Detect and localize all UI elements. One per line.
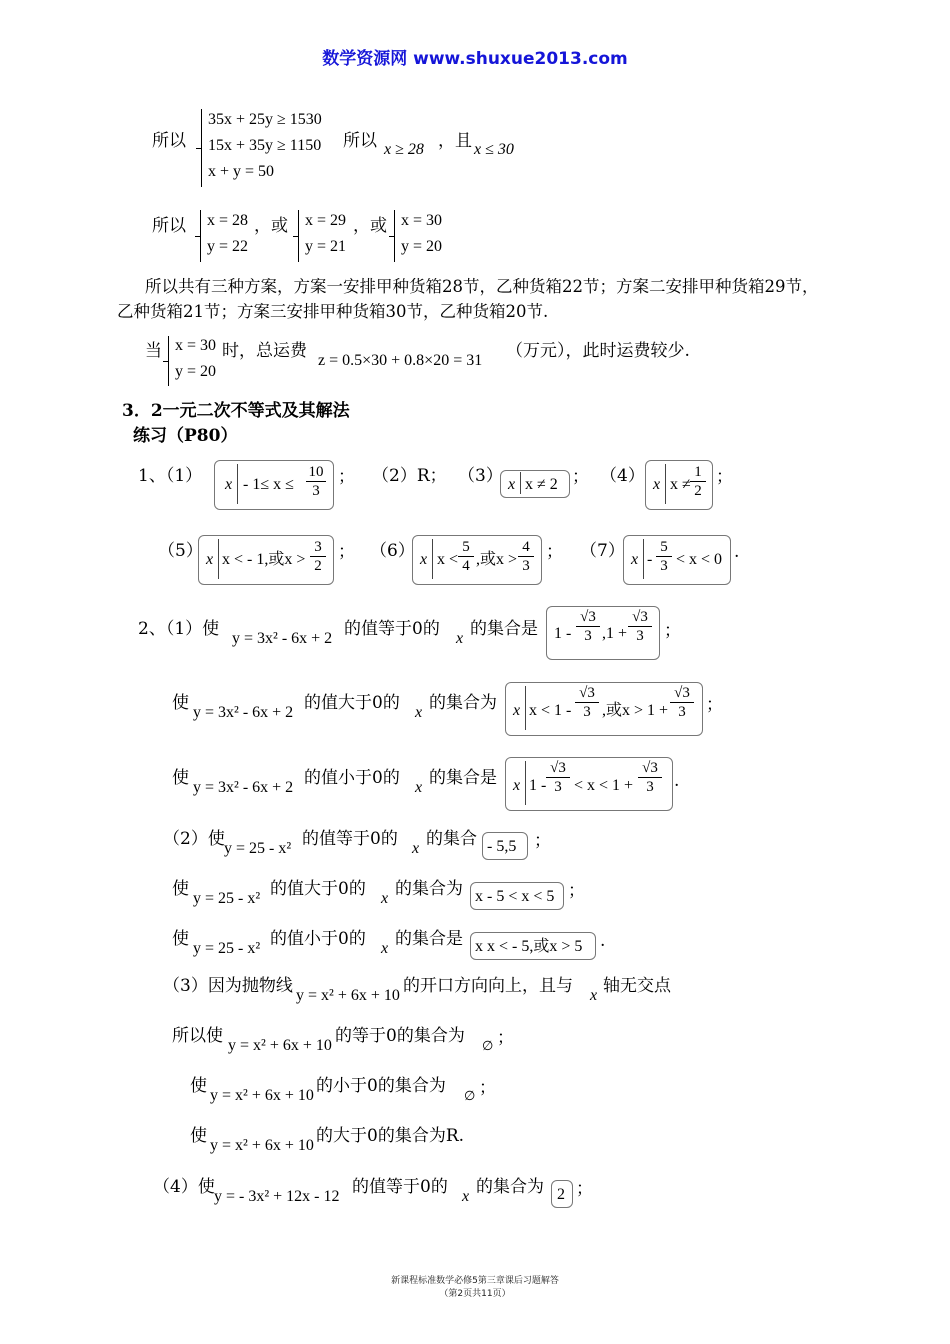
one-plus: ,1 +: [602, 625, 628, 642]
function-2: y = 25 - x²: [224, 840, 292, 857]
inequality-system: [201, 109, 322, 187]
empty-set-icon: ∅: [482, 1038, 494, 1053]
section-title: 3．2一元二次不等式及其解法: [122, 401, 350, 421]
set-bar: [237, 464, 238, 504]
fraction: $\frac{5}{3}$: [656, 538, 672, 575]
result-1: x ≥ 28: [384, 141, 424, 158]
eq-text: 的值等于0的: [352, 1177, 448, 1197]
fraction: $\frac{10}{3}$: [306, 463, 326, 500]
set-cond: < x < 0: [676, 551, 723, 568]
sol2-x: x = 29: [305, 212, 347, 229]
solution-2: [298, 210, 347, 262]
q2-2-label: （2）使: [163, 829, 225, 849]
semicolon: ；: [664, 621, 681, 641]
use-text: 使: [190, 1126, 207, 1146]
period: .: [600, 931, 606, 951]
q1-7-label: （7）: [580, 541, 625, 561]
so-text-2: 所以: [343, 131, 377, 151]
cost-text-2: （万元），此时运费较少.: [506, 341, 690, 361]
so-text: 所以: [152, 131, 186, 151]
period: .: [674, 771, 680, 791]
solution-3: [394, 210, 443, 262]
q2-3-label: （3）因为抛物线: [163, 976, 293, 996]
set-is-text: 的集合是: [429, 768, 497, 788]
q1-5-label: （5）: [158, 541, 203, 561]
semicolon: ；: [479, 1078, 496, 1098]
fraction: $\frac{1}{2}$: [690, 463, 706, 500]
set-var: x: [225, 476, 233, 493]
set-as-text: 的集合为: [476, 1177, 544, 1197]
gt-text: 的值大于0的: [270, 879, 366, 899]
or-text-2: ，或: [353, 216, 387, 236]
set-bar: [643, 539, 644, 579]
function-4: y = - 3x² + 12x - 12: [214, 1188, 340, 1205]
cost-text-1: 时，总运费: [222, 341, 307, 361]
set-var: x: [508, 476, 516, 493]
exercise-title: 练习（P80）: [133, 426, 238, 446]
set-as-text: 的集合为: [429, 693, 497, 713]
set-var: x: [206, 551, 214, 568]
q2-3-text: 的开口方向向上，且与: [403, 976, 573, 996]
lt-text: 的值小于0的: [304, 768, 400, 788]
gt3-text: 的大于0的集合为R.: [316, 1126, 465, 1146]
set-var: x: [513, 702, 521, 719]
function-2: y = 25 - x²: [193, 940, 261, 957]
when-text: 当: [145, 341, 162, 361]
function-3: y = x² + 6x + 10: [210, 1137, 314, 1154]
ineq-2: 15x + 35y ≥ 1150: [208, 137, 322, 154]
footer-title: 新课程标准数学必修5第三章课后习题解答: [391, 1276, 559, 1286]
or-text-1: ，或: [254, 216, 288, 236]
fraction: $\frac{√3}{3}$: [576, 608, 600, 645]
x-var: x: [462, 1188, 470, 1205]
fraction: $\frac{√3}{3}$: [670, 684, 694, 721]
fraction: $\frac{3}{2}$: [310, 538, 326, 575]
sol1-y: y = 22: [207, 238, 249, 255]
set-var: x: [631, 551, 639, 568]
x-var: x: [415, 779, 423, 796]
lt3-text: 的小于0的集合为: [316, 1076, 446, 1096]
x-var: x: [381, 890, 389, 907]
x-var: x: [590, 987, 598, 1004]
fraction: $\frac{5}{4}$: [458, 538, 474, 575]
function-1: y = 3x² - 6x + 2: [232, 630, 333, 647]
eq3-text: 的等于0的集合为: [335, 1026, 465, 1046]
set-value: 2: [557, 1186, 565, 1203]
sol1-x: x = 28: [207, 212, 249, 229]
function-3: y = x² + 6x + 10: [228, 1037, 332, 1054]
semicolon: ；: [572, 467, 589, 487]
set-var: x: [420, 551, 428, 568]
semicolon: ；: [576, 1179, 593, 1199]
plans-line-2: 乙种货箱21节；方案三安排甲种货箱30节，乙种货箱20节.: [117, 302, 549, 321]
set-bar: [665, 464, 666, 504]
q2-3-text-2: 轴无交点: [603, 976, 671, 996]
and-text: ，且: [438, 131, 472, 151]
fraction: $\frac{√3}{3}$: [628, 608, 652, 645]
sol3-y: y = 20: [401, 238, 443, 255]
use-text: 使: [190, 1076, 207, 1096]
fraction: $\frac{√3}{3}$: [546, 759, 570, 796]
eq-text: 的值等于0的: [302, 829, 398, 849]
function-3: y = x² + 6x + 10: [296, 987, 400, 1004]
set-is-text: 的集合是: [395, 929, 463, 949]
sol2-y: y = 21: [305, 238, 347, 255]
q1-3-label: （3）: [458, 466, 503, 486]
plans-line-1: 所以共有三种方案，方案一安排甲种货箱28节，乙种货箱22节；方案二安排甲种货箱29节，: [145, 277, 819, 296]
sol3-x: x = 30: [401, 212, 443, 229]
minus: -: [647, 551, 653, 568]
set-value: x x < - 5,或x > 5: [475, 938, 583, 955]
semicolon: ；: [534, 831, 551, 851]
function-3: y = x² + 6x + 10: [210, 1087, 314, 1104]
set-cond: x <: [437, 551, 459, 568]
set-value: x - 5 < x < 5: [475, 888, 555, 905]
ineq-1: 35x + 25y ≥ 1530: [208, 111, 322, 128]
function-2: y = 25 - x²: [193, 890, 261, 907]
fraction: $\frac{√3}{3}$: [638, 759, 662, 796]
set-cond: x ≠: [670, 476, 691, 493]
result-2: x ≤ 30: [474, 141, 514, 158]
q1-label: 1、（1）: [138, 466, 203, 486]
site-header[interactable]: 数学资源网 www.shuxue2013.com: [322, 49, 628, 69]
set-text: 的集合: [426, 829, 477, 849]
one-minus: 1 -: [554, 625, 572, 642]
use-text: 使: [172, 929, 189, 949]
set-cond-2: ,或x > 1 +: [602, 702, 669, 719]
so-text-3: 所以: [152, 216, 186, 236]
cost-system: [168, 336, 217, 386]
set-cond-2: < x < 1 +: [574, 777, 634, 794]
set-var: x: [513, 777, 521, 794]
set-bar: [525, 686, 526, 730]
set-bar: [520, 472, 521, 494]
semicolon: ；: [497, 1028, 514, 1048]
so-use-text: 所以使: [172, 1026, 223, 1046]
set-bar: [218, 539, 219, 579]
x-var: x: [412, 840, 420, 857]
cost-formula: z = 0.5×30 + 0.8×20 = 31: [318, 352, 483, 369]
fraction: $\frac{√3}{3}$: [575, 684, 599, 721]
set-cond: x < - 1,或x >: [222, 551, 306, 568]
q2-4-label: （4）使: [153, 1177, 215, 1197]
x-var: x: [415, 704, 423, 721]
x-var: x: [381, 940, 389, 957]
set-cond: x ≠ 2: [525, 476, 558, 493]
set-is-text: 的集合是: [470, 619, 538, 639]
semicolon: ；: [568, 881, 585, 901]
function-1: y = 3x² - 6x + 2: [193, 779, 294, 796]
gt-text: 的值大于0的: [304, 693, 400, 713]
eq-3: x + y = 50: [208, 163, 275, 180]
q1-2: （2）R；: [372, 466, 447, 486]
semicolon: ；: [706, 695, 723, 715]
set-as-text: 的集合为: [395, 879, 463, 899]
lt-text: 的值小于0的: [270, 929, 366, 949]
use-text: 使: [172, 768, 189, 788]
semicolon: ；: [338, 467, 355, 487]
semicolon: ；: [546, 542, 563, 562]
set-cond: - 1≤ x ≤: [243, 476, 294, 493]
fraction: $\frac{4}{3}$: [518, 538, 534, 575]
q1-6-label: （6）: [370, 541, 415, 561]
function-1: y = 3x² - 6x + 2: [193, 704, 294, 721]
set-cond: x < 1 -: [529, 702, 572, 719]
eq-text: 的值等于0的: [344, 619, 440, 639]
set-cond-2: ,或x >: [476, 551, 518, 568]
footer-page: （第2页共11页）: [439, 1289, 511, 1299]
period: .: [734, 542, 740, 562]
use-text: 使: [172, 693, 189, 713]
set-value: - 5,5: [487, 838, 517, 855]
cost-x: x = 30: [175, 337, 217, 354]
q2-label: 2、（1）使: [138, 619, 220, 639]
cost-y: y = 20: [175, 363, 217, 380]
set-cond: 1 -: [529, 777, 547, 794]
empty-set-icon: ∅: [464, 1088, 476, 1103]
x-var: x: [456, 630, 464, 647]
solution-1: [200, 210, 249, 262]
q1-4-label: （4）: [600, 466, 645, 486]
set-var: x: [653, 476, 661, 493]
set-bar: [525, 761, 526, 805]
semicolon: ；: [338, 542, 355, 562]
use-text: 使: [172, 879, 189, 899]
set-bar: [432, 539, 433, 579]
semicolon: ；: [716, 467, 733, 487]
